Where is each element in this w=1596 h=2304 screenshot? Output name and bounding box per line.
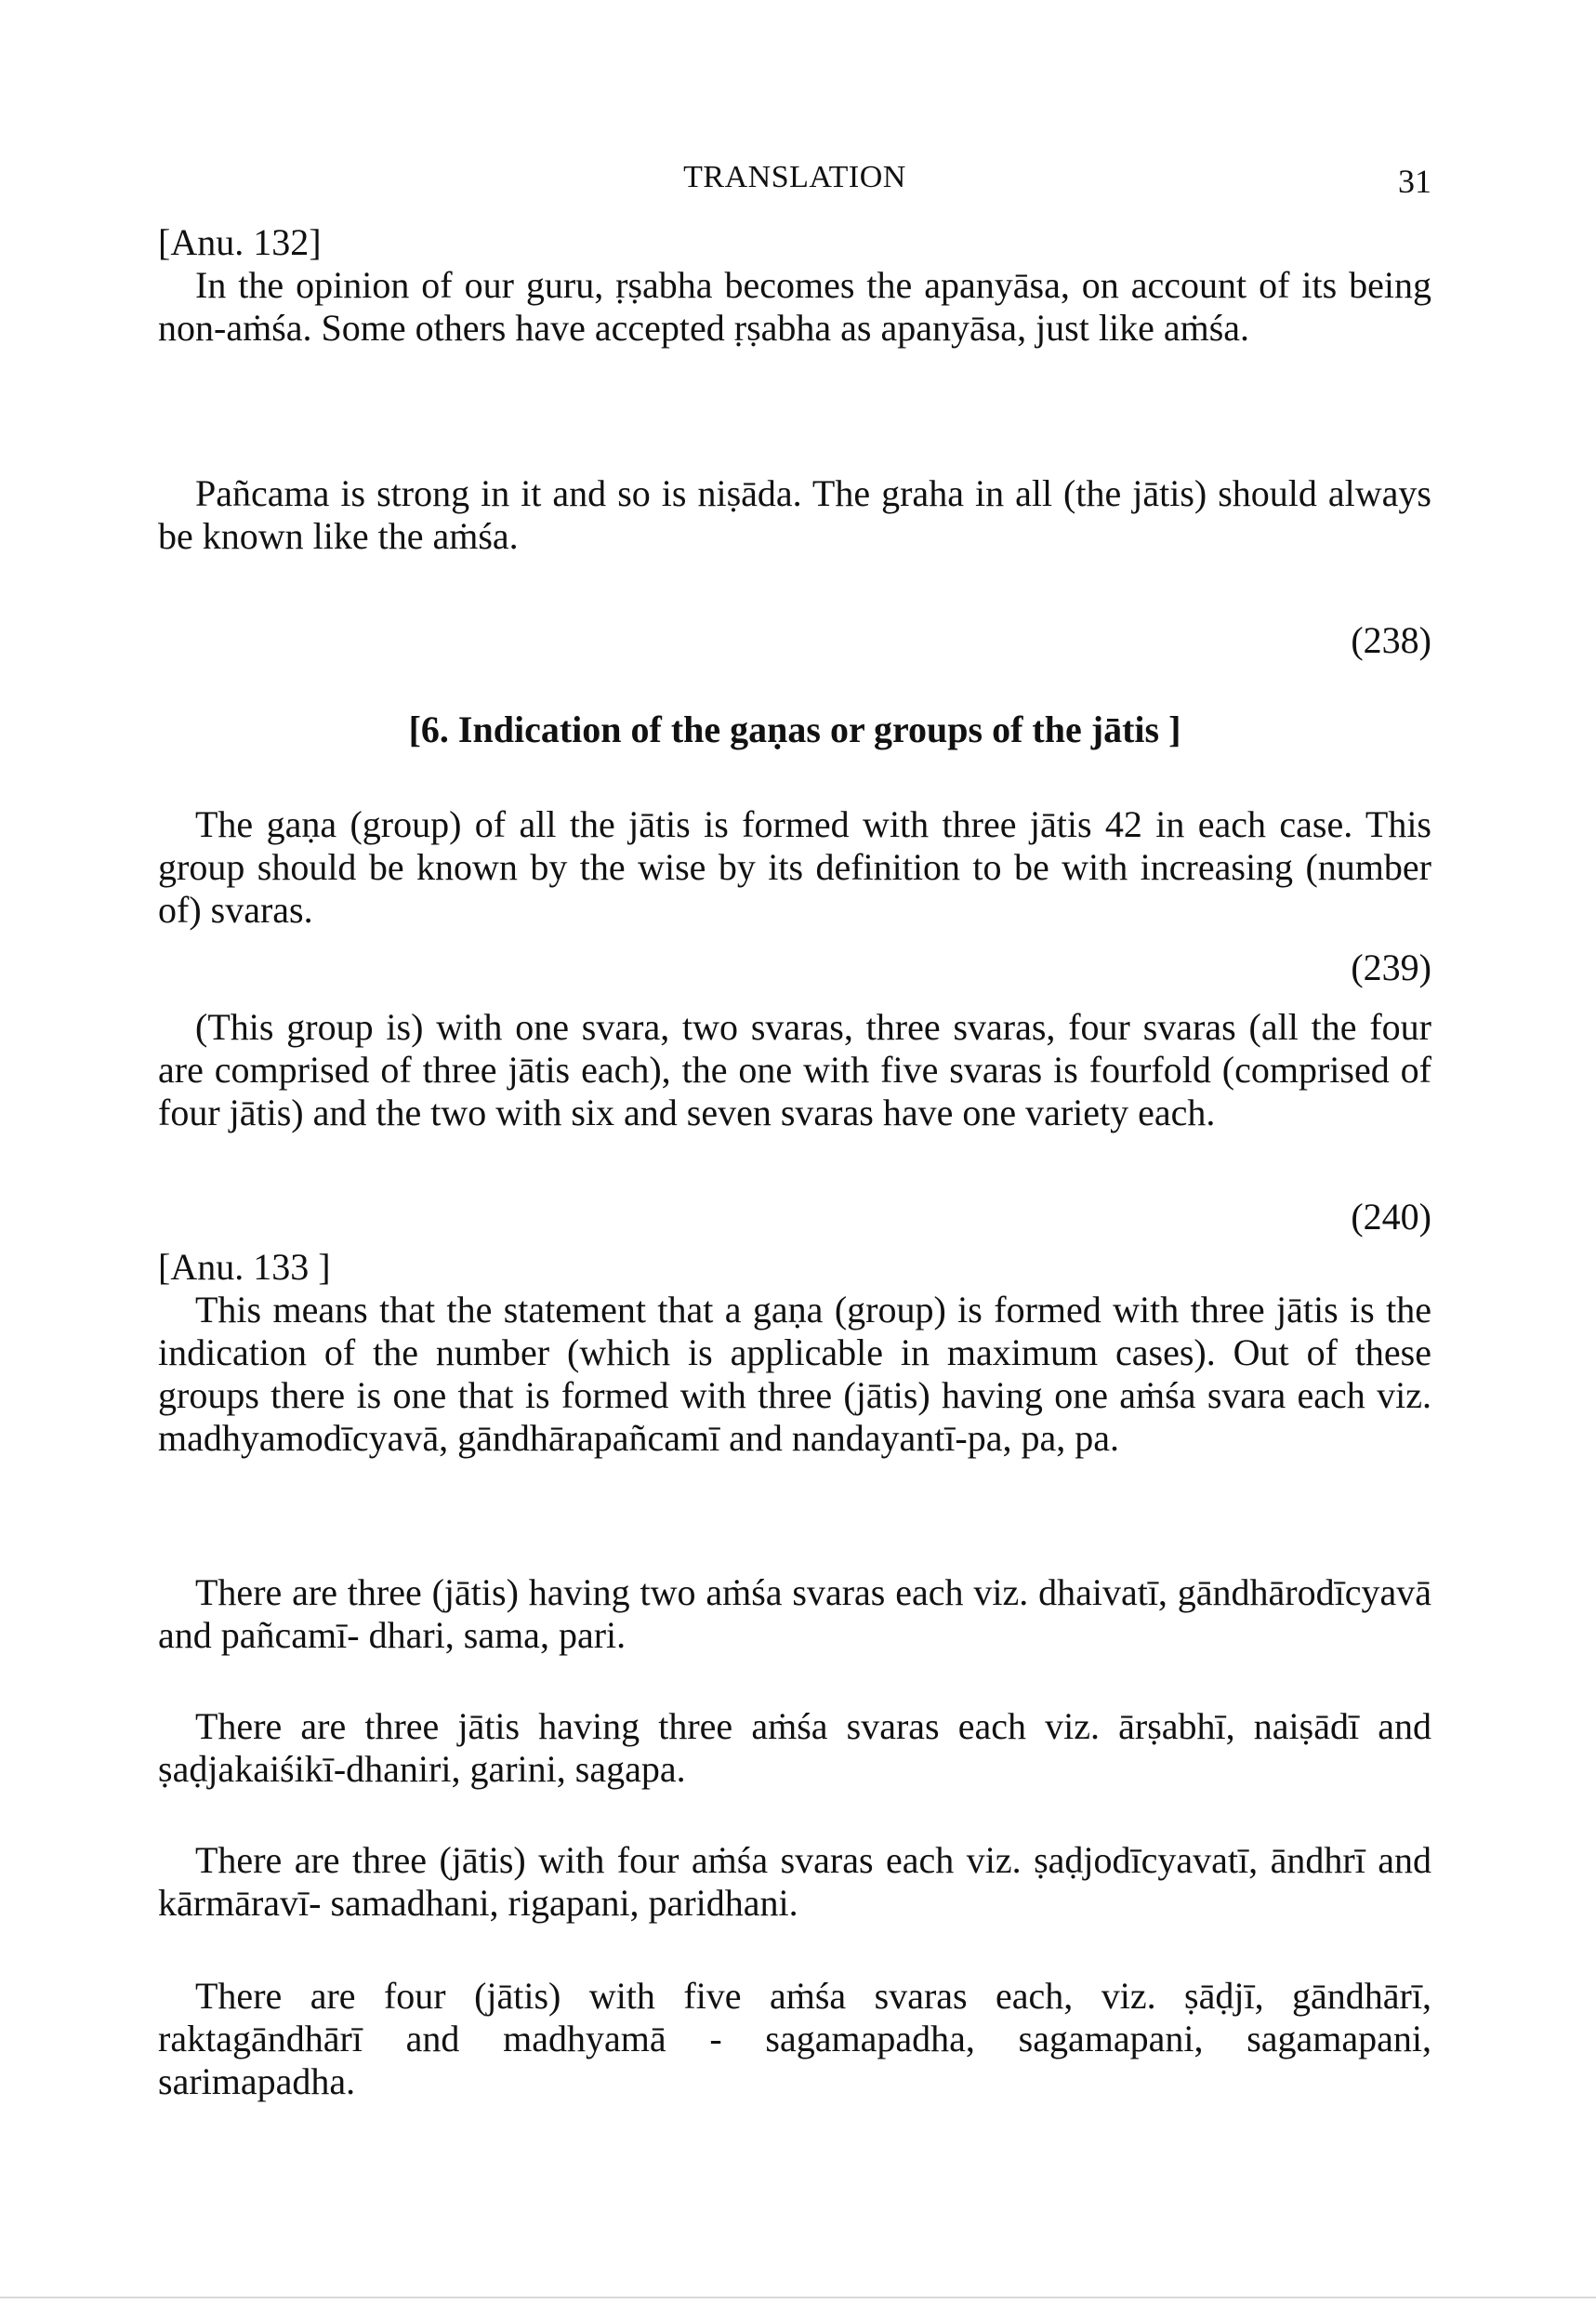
anu-133-paragraph (158, 1289, 1431, 1460)
five-amsa-paragraph (158, 1975, 1431, 2103)
scan-edge-divider (0, 2297, 1596, 2298)
anu-132-text: In the opinion of our guru, ṛṣabha becomes the apanyāsa, on account of its being non-aṁśa. Some others have accepted ṛṣabha as apanyāsa, just like aṁśa. (158, 264, 1431, 349)
verse-239-paragraph (158, 803, 1431, 932)
two-amsa-text: There are three (jātis) having two aṁśa svaras each viz. dhaivatī, gāndhārodīcyavā and pañcamī- dhari, sama, pari. (158, 1571, 1431, 1656)
verse-240-text: (This group is) with one svara, two svaras, three svaras, four svaras (all the four are comprised of three jātis each), the one with five svaras is fourfold (comprised of four jātis) and the two with six and seven svaras have one variety each. (158, 1006, 1431, 1133)
verse-239-text: The gaṇa (group) of all the jātis is formed with three jātis 42 in each case. This group should be known by the wise by its definition to be with increasing (number of) svaras. (158, 803, 1431, 931)
running-head (158, 160, 1431, 200)
anu-132-paragraph (158, 264, 1431, 350)
anu-132-label: [Anu. 132] (158, 221, 322, 263)
anu-133-text: This means that the statement that a gaṇa (group) is formed with three jātis is the indication of the number (which is applicable in maximum cases). Out of these groups there is one that is formed with three (jātis) having one aṁśa svara each viz. madhyamodīcyavā, gāndhārapañcamī and nandayantī-pa, pa, pa. (158, 1289, 1431, 1459)
verse-238-number: (238) (1351, 619, 1431, 661)
section-heading: [6. Indication of the gaṇas or groups of the jātis ] (408, 708, 1181, 750)
verse-239-number: (239) (1351, 947, 1431, 988)
verse-238-text: Pañcama is strong in it and so is niṣāda. The graha in all (the jātis) should always be known like the aṁśa. (158, 472, 1431, 557)
verse-238-paragraph (158, 472, 1431, 558)
running-title: TRANSLATION (683, 160, 906, 194)
verse-240-paragraph (158, 1006, 1431, 1134)
four-amsa-paragraph (158, 1839, 1431, 1925)
four-amsa-text: There are three (jātis) with four aṁśa svaras each viz. ṣaḍjodīcyavatī, āndhrī and kārmāravī- samadhani, rigapani, paridhani. (158, 1839, 1431, 1924)
five-amsa-text: There are four (jātis) with five aṁśa svaras each, viz. ṣāḍjī, gāndhārī, raktagāndhārī and madhyamā - sagamapadha, sagamapani, sagamapani, sarimapadha. (158, 1975, 1431, 2102)
three-amsa-paragraph (158, 1705, 1431, 1791)
anu-133-label: [Anu. 133 ] (158, 1246, 331, 1288)
page-number: 31 (1398, 163, 1431, 200)
two-amsa-paragraph (158, 1571, 1431, 1657)
verse-240-number: (240) (1351, 1196, 1431, 1238)
three-amsa-text: There are three jātis having three aṁśa svaras each viz. ārṣabhī, naiṣādī and ṣaḍjakaiśikī-dhaniri, garini, sagapa. (158, 1705, 1431, 1790)
